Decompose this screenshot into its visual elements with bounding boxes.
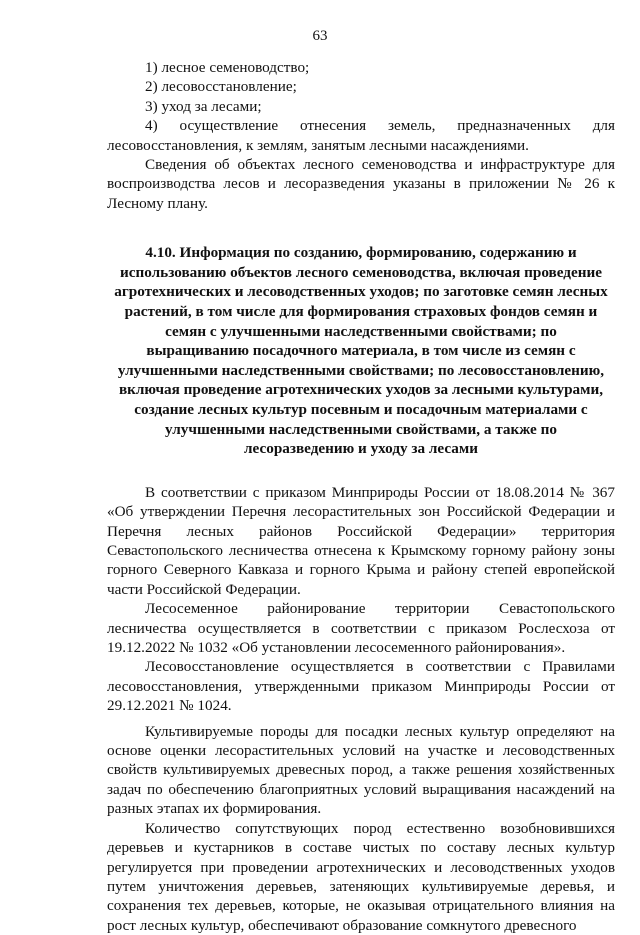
paragraph: Количество сопутствующих пород естественно возобновившихся деревьев и кустарников в составе чистых по составу лесных культур регулируется при проведении агротехнических и лесоводственных уходов путем уничтожения деревьев, затеняющих культивируемые деревья, и сохранения тех деревьев, которые, не оказывая отрицательного влияния на рост лесных культур, обеспечивают образование сомкнутого древесного — [107, 819, 615, 934]
list-item: 4) осуществление отнесения земель, предназначенных для лесовосстановления, к землям, занятым лесными насаждениями. — [107, 117, 615, 154]
list-item: 1) лесное семеноводство; — [145, 59, 310, 76]
list-item: 3) уход за лесами; — [145, 97, 262, 115]
paragraph: В соответствии с приказом Минприроды России от 18.08.2014 № 367 «Об утверждении Перечня лесорастительных зон Российской Федерации и Перечня лесных районов Российской Федерации» территория Севастопольского лесничества отнесена к Крымскому горному району зоны горного Северного Кавказа и горного Крыма и району степей европейской части Российской Федерации. — [107, 483, 615, 598]
paragraph: Культивируемые породы для посадки лесных культур определяют на основе оценки лесорастительных условий на участке и лесоводственных свойств культивируемых древесных пород, а также решения хозяйственных задач по обеспечению благоприятных условий выращивания насаждений на разных этапах их формирования. — [107, 722, 615, 818]
paragraph-intro: Сведения об объектах лесного семеноводства и инфраструктуре для воспроизводства лесов и лесоразведения указаны в приложении № 26 к Лесному плану. — [107, 156, 615, 212]
list-item: 2) лесовосстановление; — [145, 78, 297, 96]
section-heading: 4.10. Информация по созданию, формированию, содержанию и использованию объектов лесного семеноводства, включая проведение агротехнических и лесоводственных уходов; по заготовке семян лесных растений, в том числе для формирования страховых фондов семян и семян с улучшенными наследственными свойствами; по выращиванию посадочного материала, в том числе из семян с улучшенными наследственными свойствами; по лесовосстановлению, включая проведение агротехнических уходов за лесными культурами, создание лесных культур посевным и посадочным материалами с улучшенными наследственными свойствами, а также по лесоразведению и уходу за лесами — [114, 244, 608, 458]
paragraph: Лесовосстановление осуществляется в соответствии с Правилами лесовосстановления, утвержденными приказом Минприроды России от 29.12.2021 № 1024. — [107, 658, 615, 715]
page-number: 63 — [312, 28, 328, 44]
page-content — [107, 58, 615, 935]
paragraph: Лесосеменное районирование территории Севастопольского лесничества осуществляется в соответствии с приказом Рослесхоза от 19.12.2022 № 1032 «Об установлении лесосеменного районирования». — [107, 600, 615, 657]
